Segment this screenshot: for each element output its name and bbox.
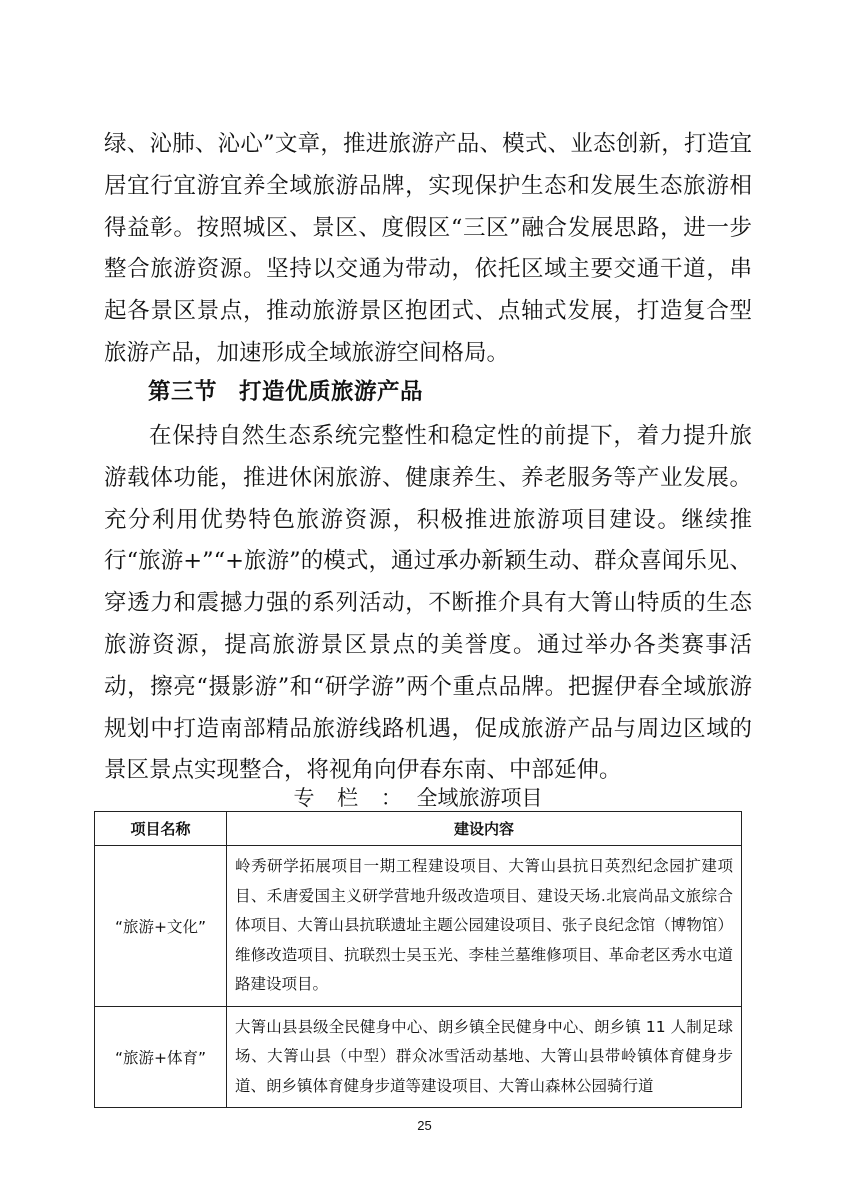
header-project-name: 项目名称 — [95, 812, 227, 846]
project-content-cell: 大箐山县县级全民健身中心、朗乡镇全民健身中心、朗乡镇 11 人制足球场、大箐山县（中型）群众冰雪活动基地、大箐山县带岭镇体育健身步道、朗乡镇体育健身步道等建设项目、大箐山森林公园骑行道 — [227, 1006, 742, 1108]
table-caption-prefix: 专 栏 ： — [293, 786, 410, 810]
project-table — [94, 811, 742, 1108]
project-name-cell: “旅游+文化” — [95, 846, 227, 1007]
page-number: 25 — [417, 1118, 432, 1133]
table-row — [95, 846, 742, 1007]
table-caption-title: 全域旅游项目 — [416, 786, 543, 810]
header-construction-content: 建设内容 — [227, 812, 742, 846]
project-content-cell: 岭秀研学拓展项目一期工程建设项目、大箐山县抗日英烈纪念园扩建项目、禾唐爱国主义研学营地升级改造项目、建设天场.北宸尚品文旅综合体项目、大箐山县抗联遗址主题公园建设项目、张子良纪念馆（博物馆）维修改造项目、抗联烈士吴玉光、李桂兰墓维修项目、革命老区秀水屯道路建设项目。 — [227, 846, 742, 1007]
body-text-section — [104, 416, 752, 792]
paragraph: 绿、沁肺、沁心”文章，推进旅游产品、模式、业态创新，打造宜居宜行宜游宜养全域旅游品牌，实现保护生态和发展生态旅游相得益彰。按照城区、景区、度假区“三区”融合发展思路，进一步整合旅游资源。坚持以交通为带动，依托区域主要交通干道，串起各景区景点，推动旅游景区抱团式、点轴式发展，打造复合型旅游产品，加速形成全域旅游空间格局。 — [104, 131, 752, 366]
table-header-row — [95, 812, 742, 846]
section-title: 打造优质旅游产品 — [239, 379, 424, 405]
body-text-top — [104, 124, 752, 375]
table-row — [95, 1006, 742, 1108]
section-number: 第三节 — [148, 379, 218, 405]
table-caption — [94, 782, 742, 812]
project-name-cell: “旅游+体育” — [95, 1006, 227, 1108]
section-heading — [148, 374, 423, 406]
paragraph: 在保持自然生态系统完整性和稳定性的前提下，着力提升旅游载体功能，推进休闲旅游、健康养生、养老服务等产业发展。充分利用优势特色旅游资源，积极推进旅游项目建设。继续推行“旅游+”“+旅游”的模式，通过承办新颖生动、群众喜闻乐见、穿透力和震撼力强的系列活动，不断推介具有大箐山特质的生态旅游资源，提高旅游景区景点的美誉度。通过举办各类赛事活动，擦亮“摄影游”和“研学游”两个重点品牌。把握伊春全域旅游规划中打造南部精品旅游线路机遇，促成旅游产品与周边区域的景区景点实现整合，将视角向伊春东南、中部延伸。 — [104, 423, 752, 784]
